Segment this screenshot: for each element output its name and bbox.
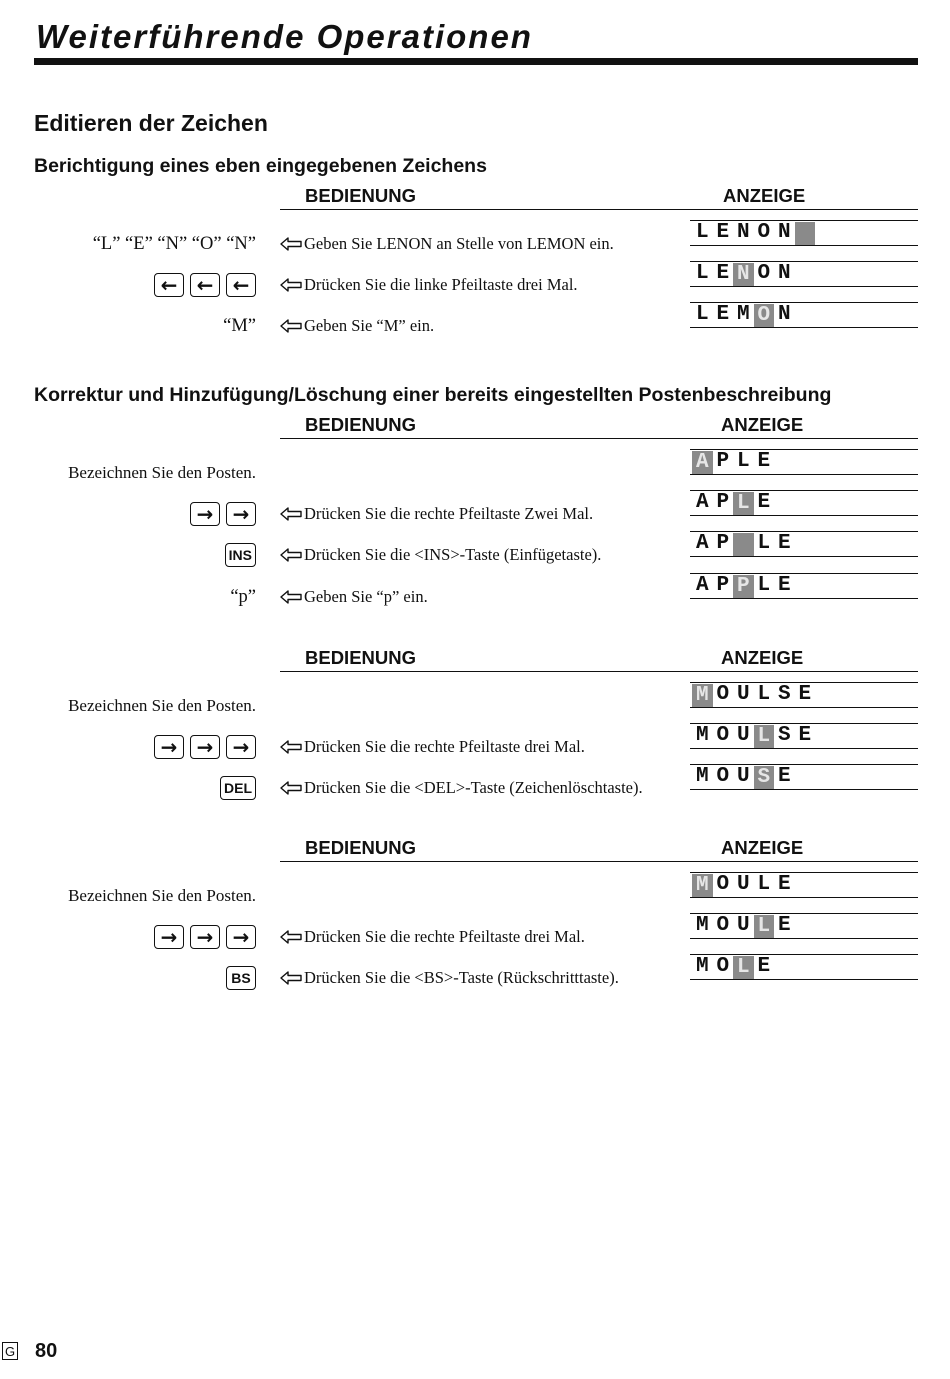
- display-char: L: [695, 303, 709, 326]
- left-arrow-key: ←: [190, 273, 220, 297]
- header-anzeige: ANZEIGE: [721, 414, 804, 435]
- instruction-row: [0, 450, 950, 489]
- display-char: S: [777, 683, 791, 706]
- display-readout: [690, 302, 918, 328]
- instruction-row: [0, 491, 950, 530]
- description-text: Drücken Sie die rechte Pfeiltaste drei Mal.: [304, 737, 585, 756]
- operation-input: [220, 774, 256, 802]
- operation-description: [280, 500, 593, 528]
- right-arrow-key: →: [190, 925, 220, 949]
- cursor-char: M: [692, 684, 713, 707]
- display-char: E: [777, 873, 791, 896]
- display-char: O: [716, 873, 730, 896]
- display-char: A: [695, 491, 709, 514]
- left-arrow-key: ←: [154, 273, 184, 297]
- header-bedienung: BEDIENUNG: [305, 647, 417, 668]
- hollow-arrow-icon: [280, 236, 302, 252]
- chapter-title: Weiterführende Operationen: [36, 18, 533, 55]
- table-header: [0, 837, 950, 863]
- header-rule: [280, 861, 918, 862]
- operation-input: [154, 271, 256, 299]
- display-readout: [690, 954, 918, 980]
- cursor-char: L: [733, 492, 754, 515]
- section-title: Editieren der Zeichen: [34, 110, 268, 136]
- instruction-row: [0, 683, 950, 722]
- display-char: P: [716, 450, 730, 473]
- operation-input: [225, 541, 256, 569]
- display-readout: [690, 261, 918, 287]
- cursor-char: L: [754, 915, 775, 938]
- display-char: E: [798, 724, 812, 747]
- display-readout: [690, 573, 918, 599]
- display-char: O: [716, 955, 730, 978]
- instruction-row: [0, 532, 950, 571]
- cursor-char: L: [754, 725, 775, 748]
- operation-description: [280, 230, 614, 258]
- header-rule: [280, 438, 918, 439]
- instruction-row: [0, 221, 950, 260]
- right-arrow-key: →: [190, 502, 220, 526]
- description-text: Drücken Sie die <INS>-Taste (Einfügetaste).: [304, 545, 602, 564]
- description-text: Geben Sie LENON an Stelle von LEMON ein.: [304, 234, 614, 253]
- header-rule: [280, 209, 918, 210]
- display-char: L: [695, 221, 709, 244]
- display-char: O: [716, 914, 730, 937]
- display-char: U: [736, 873, 750, 896]
- display-char: M: [695, 914, 709, 937]
- description-text: Geben Sie “p” ein.: [304, 587, 428, 606]
- cursor-char: S: [754, 766, 775, 789]
- display-readout: [690, 220, 918, 246]
- display-char: A: [695, 532, 709, 555]
- display-readout: [690, 913, 918, 939]
- cursor-char: N: [733, 263, 754, 286]
- header-anzeige: ANZEIGE: [721, 837, 804, 858]
- display-char: E: [757, 955, 771, 978]
- instruction-row: [0, 914, 950, 953]
- cursor-char: A: [692, 451, 713, 474]
- display-char: O: [716, 724, 730, 747]
- right-arrow-key: →: [190, 735, 220, 759]
- operation-input: [68, 882, 256, 910]
- display-readout: [690, 723, 918, 749]
- description-text: Geben Sie “M” ein.: [304, 316, 435, 335]
- display-char: E: [777, 914, 791, 937]
- display-readout: [690, 682, 918, 708]
- hollow-arrow-icon: [280, 970, 302, 986]
- header-anzeige: ANZEIGE: [721, 647, 804, 668]
- input-text: “L” “E” “N” “O” “N”: [92, 233, 256, 254]
- instruction-row: [0, 303, 950, 342]
- operation-description: [280, 733, 585, 761]
- operation-description: [280, 271, 578, 299]
- display-char: L: [757, 683, 771, 706]
- cursor-char: [795, 222, 816, 245]
- display-char: L: [757, 873, 771, 896]
- display-char: O: [716, 765, 730, 788]
- input-text: Bezeichnen Sie den Posten.: [68, 886, 256, 905]
- display-char: M: [695, 724, 709, 747]
- display-char: P: [716, 574, 730, 597]
- description-text: Drücken Sie die linke Pfeiltaste drei Mal.: [304, 275, 578, 294]
- description-text: Drücken Sie die <BS>-Taste (Rückschritttaste).: [304, 968, 619, 987]
- display-char: U: [736, 724, 750, 747]
- header-bedienung: BEDIENUNG: [305, 185, 417, 206]
- operation-input: [223, 312, 256, 340]
- description-text: Drücken Sie die rechte Pfeiltaste Zwei Mal.: [304, 504, 594, 523]
- operation-input: [154, 923, 256, 951]
- display-char: N: [736, 221, 750, 244]
- instruction-row: [0, 873, 950, 912]
- display-readout: [690, 531, 918, 557]
- operation-input: [190, 500, 256, 528]
- display-char: E: [716, 262, 730, 285]
- table-header: [0, 414, 950, 440]
- cursor-char: M: [692, 874, 713, 897]
- table-header: [0, 647, 950, 673]
- display-char: L: [757, 532, 771, 555]
- display-char: E: [716, 221, 730, 244]
- display-char: U: [736, 683, 750, 706]
- display-char: L: [736, 450, 750, 473]
- display-char: U: [736, 765, 750, 788]
- cursor-char: L: [733, 956, 754, 979]
- subsection-title-1: Berichtigung eines eben eingegebenen Zeichens: [34, 155, 487, 177]
- display-char: E: [777, 532, 791, 555]
- description-text: Drücken Sie die <DEL>-Taste (Zeichenlöschtaste).: [304, 778, 643, 797]
- operation-input: [93, 230, 256, 258]
- hollow-arrow-icon: [280, 929, 302, 945]
- input-text: “M”: [223, 315, 256, 336]
- display-char: E: [798, 683, 812, 706]
- operation-input: [154, 733, 256, 761]
- header-anzeige: ANZEIGE: [723, 185, 806, 206]
- hollow-arrow-icon: [280, 318, 302, 334]
- right-arrow-key: →: [226, 502, 256, 526]
- hollow-arrow-icon: [280, 780, 302, 796]
- operation-input: [68, 459, 256, 487]
- display-char: E: [777, 574, 791, 597]
- display-char: E: [757, 491, 771, 514]
- display-readout: [690, 490, 918, 516]
- display-char: M: [736, 303, 750, 326]
- bs-key: BS: [226, 966, 256, 990]
- input-text: “p”: [230, 586, 256, 607]
- operation-input: [68, 692, 256, 720]
- right-arrow-key: →: [226, 925, 256, 949]
- operation-input: [230, 583, 256, 611]
- cursor-char: [733, 533, 754, 556]
- operation-description: [280, 964, 619, 992]
- page-number: 80: [35, 1340, 58, 1362]
- display-char: L: [695, 262, 709, 285]
- instruction-row: [0, 574, 950, 613]
- header-bedienung: BEDIENUNG: [305, 837, 417, 858]
- operation-description: [280, 312, 434, 340]
- input-text: Bezeichnen Sie den Posten.: [68, 696, 256, 715]
- header-rule: [280, 671, 918, 672]
- display-char: N: [777, 262, 791, 285]
- operation-description: [280, 923, 585, 951]
- subsection-title-2: Korrektur und Hinzufügung/Löschung einer bereits eingestellten Postenbeschreibung: [34, 384, 832, 406]
- instruction-row: [0, 262, 950, 301]
- display-char: E: [716, 303, 730, 326]
- display-char: L: [757, 574, 771, 597]
- cursor-char: P: [733, 575, 754, 598]
- instruction-row: [0, 955, 950, 994]
- display-char: E: [777, 765, 791, 788]
- display-char: U: [736, 914, 750, 937]
- input-text: Bezeichnen Sie den Posten.: [68, 463, 256, 482]
- right-arrow-key: →: [154, 925, 184, 949]
- display-char: P: [716, 532, 730, 555]
- operation-input: [226, 964, 256, 992]
- display-char: A: [695, 574, 709, 597]
- display-char: N: [777, 221, 791, 244]
- right-arrow-key: →: [226, 735, 256, 759]
- operation-description: [280, 774, 643, 802]
- hollow-arrow-icon: [280, 547, 302, 563]
- display-char: O: [757, 262, 771, 285]
- display-readout: [690, 872, 918, 898]
- hollow-arrow-icon: [280, 506, 302, 522]
- chapter-rule: [34, 58, 918, 65]
- instruction-row: [0, 765, 950, 804]
- display-char: M: [695, 765, 709, 788]
- display-char: M: [695, 955, 709, 978]
- display-readout: [690, 449, 918, 475]
- operation-description: [280, 541, 601, 569]
- display-char: S: [777, 724, 791, 747]
- del-key: DEL: [220, 776, 256, 800]
- left-arrow-key: ←: [226, 273, 256, 297]
- page-mark: G: [2, 1342, 18, 1360]
- display-char: N: [777, 303, 791, 326]
- table-header: [0, 185, 950, 211]
- hollow-arrow-icon: [280, 739, 302, 755]
- operation-description: [280, 583, 428, 611]
- instruction-row: [0, 724, 950, 763]
- display-char: P: [716, 491, 730, 514]
- right-arrow-key: →: [154, 735, 184, 759]
- hollow-arrow-icon: [280, 589, 302, 605]
- cursor-char: O: [754, 304, 775, 327]
- description-text: Drücken Sie die rechte Pfeiltaste drei Mal.: [304, 927, 585, 946]
- display-char: O: [757, 221, 771, 244]
- display-char: O: [716, 683, 730, 706]
- ins-key: INS: [225, 543, 256, 567]
- header-bedienung: BEDIENUNG: [305, 414, 417, 435]
- display-readout: [690, 764, 918, 790]
- hollow-arrow-icon: [280, 277, 302, 293]
- display-char: E: [757, 450, 771, 473]
